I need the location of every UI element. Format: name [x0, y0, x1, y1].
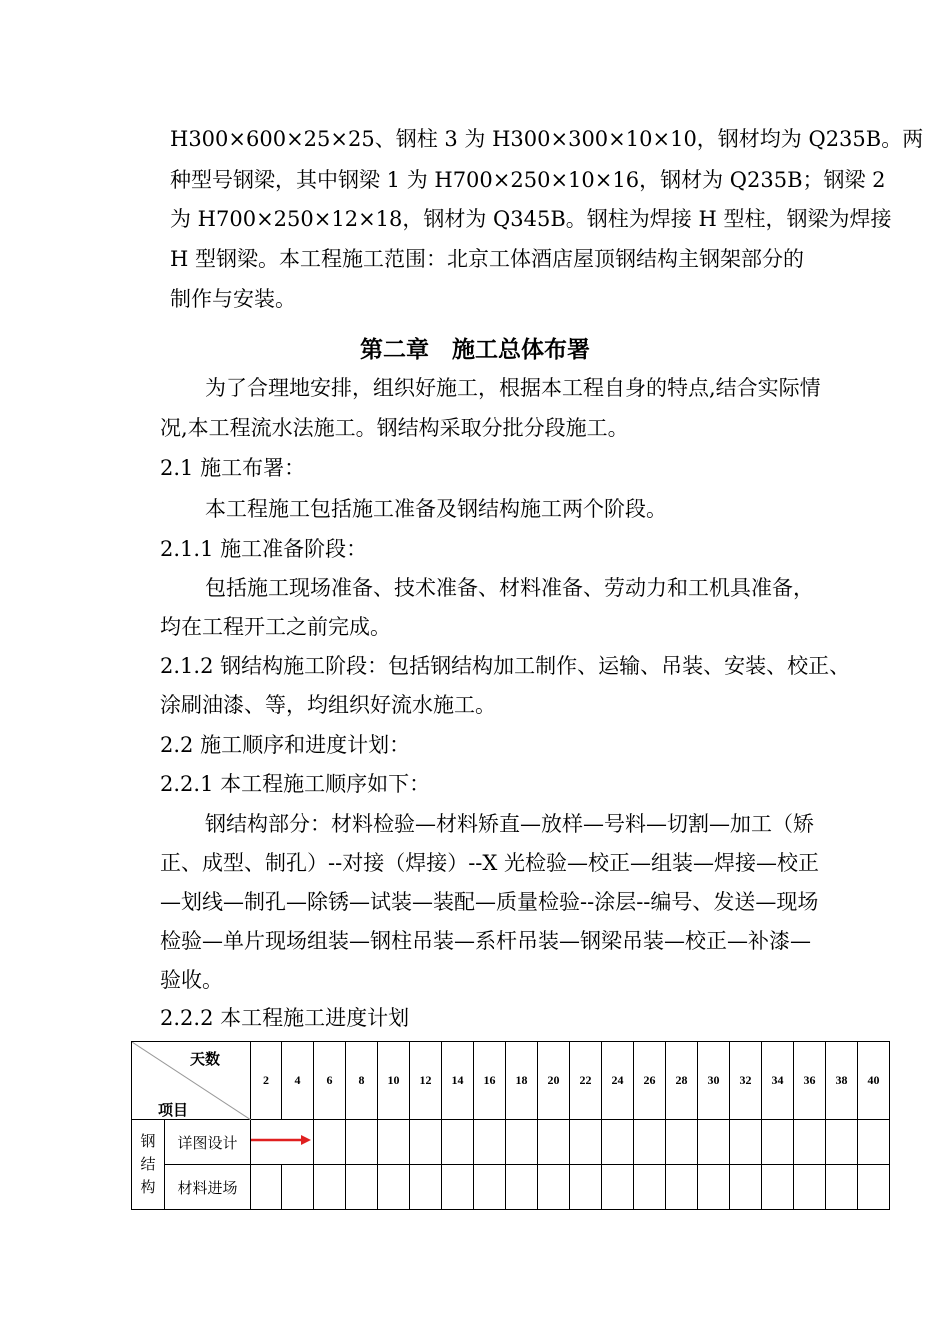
day-header: 6: [314, 1042, 346, 1120]
section-2-1-2-line: 2.1.2 钢结构施工阶段：包括钢结构加工制作、运输、吊装、安装、校正、: [160, 654, 851, 678]
day-header: 30: [698, 1042, 730, 1120]
day-header: 4: [282, 1042, 314, 1120]
section-2-1-1-line: 包括施工现场准备、技术准备、材料准备、劳动力和工机具准备，: [205, 576, 814, 600]
corner-item-label: 项目: [158, 1101, 189, 1119]
sequence-line: 验收。: [160, 968, 223, 992]
sequence-line: 钢结构部分：材料检验—材料矫直—放样—号料—切割—加工（矫: [205, 812, 814, 836]
day-header: 28: [666, 1042, 698, 1120]
section-2-1-1-line: 均在工程开工之前完成。: [160, 615, 391, 639]
day-header: 36: [794, 1042, 826, 1120]
schedule-table: [131, 1041, 890, 1210]
day-header: 18: [506, 1042, 538, 1120]
day-header: 24: [602, 1042, 634, 1120]
task-name: 详图设计: [165, 1120, 251, 1165]
day-header: 8: [346, 1042, 378, 1120]
day-header: 22: [570, 1042, 602, 1120]
intro-line: 况,本工程流水法施工。钢结构采取分批分段施工。: [160, 416, 629, 440]
schedule-row: [132, 1165, 890, 1210]
day-header: 26: [634, 1042, 666, 1120]
group-label-char: 钢: [140, 1132, 156, 1150]
day-header: 34: [762, 1042, 794, 1120]
paragraph-line: H 型钢梁。本工程施工范围：北京工体酒店屋顶钢结构主钢架部分的: [170, 247, 804, 271]
schedule-corner-cell: [132, 1042, 251, 1120]
day-header: 20: [538, 1042, 570, 1120]
sequence-line: 检验—单片现场组装—钢柱吊装—系杆吊装—钢梁吊装—校正—补漆—: [160, 929, 811, 953]
chapter-title: 第二章 施工总体布署: [360, 337, 590, 363]
section-2-2-2-heading: 2.2.2 本工程施工进度计划: [160, 1006, 410, 1030]
day-header: 12: [410, 1042, 442, 1120]
group-label-char: 结: [140, 1155, 156, 1173]
group-label-cell: [132, 1120, 165, 1210]
paragraph-line: 为 H700×250×12×18，钢材为 Q345B。钢柱为焊接 H 型柱，钢梁为焊接: [170, 207, 892, 231]
corner-days-label: 天数: [190, 1050, 221, 1068]
progress-arrow: [251, 1120, 314, 1165]
day-header: 40: [858, 1042, 890, 1120]
section-2-1-2-line: 涂刷油漆、等，均组织好流水施工。: [160, 693, 496, 717]
schedule-row: [132, 1120, 890, 1165]
paragraph-line: H300×600×25×25、钢柱 3 为 H300×300×10×10，钢材均为 Q235B。两: [170, 127, 924, 151]
intro-line: 为了合理地安排，组织好施工，根据本工程自身的特点,结合实际情: [205, 376, 821, 400]
day-header: 14: [442, 1042, 474, 1120]
section-2-1-heading: 2.1 施工布署：: [160, 456, 306, 480]
group-label-char: 构: [140, 1178, 156, 1196]
section-2-2-1-heading: 2.2.1 本工程施工顺序如下：: [160, 772, 431, 796]
day-header: 2: [251, 1042, 282, 1120]
sequence-line: —划线—制孔—除锈—试装—装配—质量检验--涂层--编号、发送—现场: [160, 890, 819, 914]
task-name: 材料进场: [165, 1165, 251, 1210]
day-header: 38: [826, 1042, 858, 1120]
section-2-2-heading: 2.2 施工顺序和进度计划：: [160, 733, 411, 757]
section-2-1-text: 本工程施工包括施工准备及钢结构施工两个阶段。: [205, 497, 667, 521]
day-header: 16: [474, 1042, 506, 1120]
sequence-line: 正、成型、制孔）--对接（焊接）--X 光检验—校正—组装—焊接—校正: [160, 851, 820, 875]
task-bar-cell: [251, 1120, 314, 1165]
section-2-1-1-heading: 2.1.1 施工准备阶段：: [160, 537, 368, 561]
paragraph-line: 种型号钢梁，其中钢梁 1 为 H700×250×10×16，钢材为 Q235B；钢梁 2: [170, 168, 886, 192]
day-header: 32: [730, 1042, 762, 1120]
schedule-header-row: [132, 1042, 890, 1120]
paragraph-line: 制作与安装。: [170, 287, 296, 311]
day-header: 10: [378, 1042, 410, 1120]
